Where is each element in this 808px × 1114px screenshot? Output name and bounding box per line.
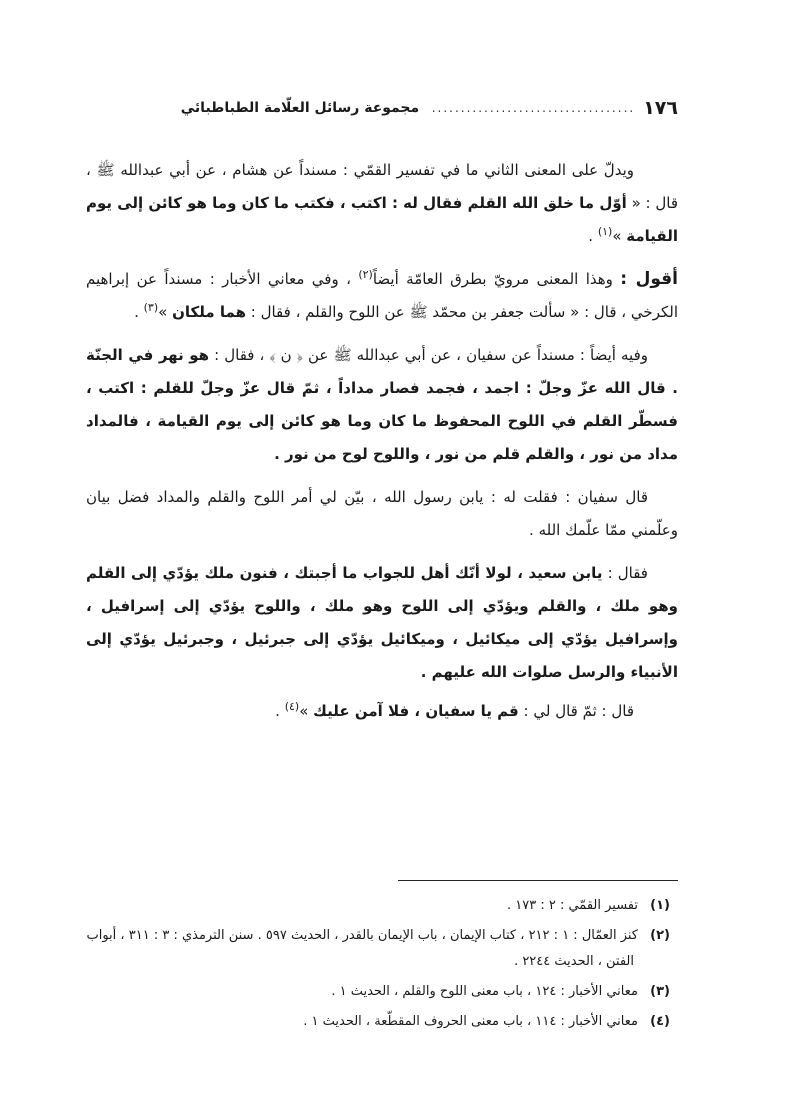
paragraph-1-quote-close: »: [612, 227, 627, 245]
footnote-4: [86, 1009, 678, 1035]
footnote-number: (٣): [650, 984, 670, 999]
paragraph-3: [86, 339, 678, 471]
paragraph-4-text: قال سفيان : فقلت له : يابن رسول الله ، بيّن لي أمر اللوح والقلم والمداد فضل بيان وعلّمني ممّا علّمك الله .: [86, 488, 678, 539]
paragraph-2-end: .: [134, 303, 144, 321]
footnote-separator: [398, 880, 678, 881]
footnote-1: [86, 893, 678, 919]
footnote-number: (٢): [650, 928, 670, 943]
footnote-number: (٤): [650, 1014, 670, 1029]
footnotes: [86, 893, 678, 1035]
paragraph-3-hadith: هو نهر في الجنّة . قال الله عزّ وجلّ : اجمد ، فجمد فصار مداداً ، ثمّ قال عزّ وجلّ للقلم : اكتب ، فسطّر القلم في اللوح المحفوظ ما كان وما هو كائن إلى يوم القيامة ، فالمداد مداد من نور ، والقلم قلم من نور ، واللوح لوح من نور .: [86, 346, 678, 463]
footnote-ref-2[interactable]: (٢): [358, 268, 373, 281]
footnote-number: (١): [650, 898, 670, 913]
paragraph-4: [86, 481, 678, 547]
footnote-text: معاني الأخبار : ١١٤ ، باب معنى الحروف المقطّعة ، الحديث ١ .: [303, 1014, 638, 1029]
footnote-3: [86, 979, 678, 1005]
footnote-text: معاني الأخبار : ١٢٤ ، باب معنى اللوح والقلم ، الحديث ١ .: [331, 984, 638, 999]
paragraph-5-hadith: يابن سعيد ، لولا أنّك أهل للجواب ما أجبتك ، فنون ملك يؤدّي إلى القلم وهو ملك ، والقلم ويؤدّي إلى اللوح وهو ملك ، واللوح يؤدّي إلى إسرافيل ، وإسرافيل يؤدّي إلى ميكائيل ، وميكائيل يؤدّي إلى جبرئيل ، وجبرئيل يؤدّي إلى الأنبياء والرسل صلوات الله عليهم .: [86, 564, 678, 681]
paragraph-6: [86, 695, 678, 728]
dot-leader: ...................................: [431, 101, 636, 115]
paragraph-2: [86, 263, 678, 329]
paragraph-1-hadith: أوّل ما خلق الله القلم فقال له : اكتب ، فكتب ما كان وما هو كائن إلى يوم القيامة: [86, 194, 678, 245]
paragraph-2-text-1: وهذا المعنى مرويّ بطرق العامّة أيضاً: [372, 270, 621, 288]
page-number: ١٧٦: [643, 97, 678, 119]
paragraph-1-text: ويدلّ على المعنى الثاني ما في تفسير القمّي : مسنداً عن هشام ، عن أبي عبدالله ﷺ ، قال : «: [86, 161, 678, 212]
paragraph-6-quote-close: »: [299, 702, 314, 720]
footnote-ref-1[interactable]: (١): [597, 225, 613, 238]
paragraph-1-end: .: [588, 227, 598, 245]
footnote-text: كنز العمّال : ١ : ٢١٢ ، كتاب الإيمان ، باب الإيمان بالقدر ، الحديث ٥٩٧ . سنن الترمذي : ٣ : ٣١١ ، أبواب الفتن ، الحديث ٢٢٤٤ .: [86, 928, 638, 969]
book-page: [86, 88, 678, 728]
paragraph-2-lead-word: أقول :: [620, 269, 678, 289]
footnote-ref-4[interactable]: (٤): [284, 700, 300, 713]
paragraph-6-end: .: [275, 702, 285, 720]
footnote-2: [86, 923, 678, 975]
paragraph-5-text: فقال :: [602, 564, 648, 582]
running-header: [86, 88, 678, 128]
footnote-ref-3[interactable]: (٣): [143, 301, 159, 314]
paragraph-3-text: وفيه أيضاً : مسنداً عن سفيان ، عن أبي عبدالله ﷺ عن ﴿ ن ﴾ ، فقال :: [209, 346, 648, 364]
book-title: مجموعة رسائل العلّامة الطباطبائي: [180, 100, 420, 116]
paragraph-6-text: قال : ثمّ قال لي :: [518, 702, 634, 720]
paragraph-2-quote-close: »: [158, 303, 173, 321]
paragraph-2-text-2: ، وفي معاني الأخبار : مسنداً عن إبراهيم الكرخي ، قال : « سألت جعفر بن محمّد ﷺ عن اللوح والقلم ، فقال :: [86, 270, 678, 321]
paragraph-5: [86, 557, 678, 689]
footnote-text: تفسير القمّي : ٢ : ١٧٣ .: [506, 898, 638, 913]
paragraph-1: [86, 154, 678, 253]
paragraph-6-hadith: قم يا سفيان ، فلا آمن عليك: [313, 702, 519, 720]
paragraph-2-hadith: هما ملكان: [172, 303, 246, 321]
